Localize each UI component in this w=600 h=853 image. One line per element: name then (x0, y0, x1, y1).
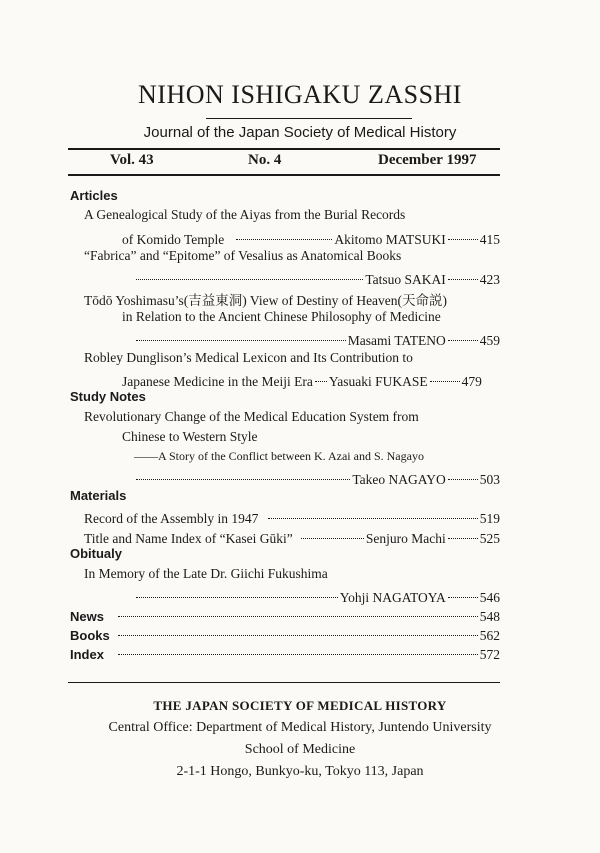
central-office-cont: School of Medicine (244, 742, 356, 757)
dot-leader (315, 366, 327, 382)
section-study-notes: Study Notes (70, 389, 146, 404)
dot-leader (448, 325, 478, 341)
books-label: Books (70, 628, 110, 643)
issue-top-rule (68, 148, 500, 150)
dot-leader (118, 639, 478, 655)
dot-leader (236, 224, 332, 240)
study-note-entry (134, 468, 500, 488)
article-3-entry (134, 329, 500, 349)
article-3-title-cont: in Relation to the Ancient Chinese Philosophy of Medicine (122, 309, 441, 324)
study-note-subtitle: ——A Story of the Conflict between K. Azai and S. Nagayo (134, 449, 424, 463)
study-note-author: Takeo NAGAYO (352, 472, 446, 487)
dot-leader (301, 523, 364, 539)
dot-leader (448, 582, 478, 598)
dot-leader (136, 264, 363, 280)
index-page: 572 (479, 647, 500, 662)
dot-leader (136, 325, 346, 341)
obituary-page: 546 (479, 590, 500, 605)
article-1-entry (122, 228, 500, 248)
article-2-page: 423 (479, 272, 500, 287)
material-1-title: Record of the Assembly in 1947 (84, 511, 259, 526)
obituary-title: In Memory of the Late Dr. Giichi Fukushima (84, 566, 328, 581)
article-1-page: 415 (479, 232, 500, 247)
dot-leader (118, 601, 478, 617)
material-1-entry (84, 507, 500, 527)
material-2-page: 525 (479, 531, 500, 546)
material-2-title: Title and Name Index of “Kasei Gūki” (84, 531, 293, 546)
index-entry (70, 643, 500, 663)
issue-bottom-rule (68, 174, 500, 176)
section-obituary: Obitualy (70, 546, 123, 561)
material-1-page: 519 (479, 511, 500, 526)
material-2-entry (84, 527, 500, 547)
news-page: 548 (479, 609, 500, 624)
journal-subtitle: Journal of the Japan Society of Medical History (143, 124, 457, 141)
society-name: THE JAPAN SOCIETY OF MEDICAL HISTORY (153, 698, 447, 713)
dot-leader (448, 523, 478, 539)
index-label: Index (70, 647, 104, 662)
article-4-author: Yasuaki FUKASE (328, 374, 428, 389)
issue-date: December 1997 (378, 152, 477, 168)
journal-title: NIHON ISHIGAKU ZASSHI (138, 80, 462, 109)
obituary-author: Yohji NAGATOYA (339, 590, 446, 605)
dot-leader (136, 464, 350, 480)
dot-leader (136, 582, 338, 598)
study-note-title-cont: Chinese to Western Style (122, 429, 258, 444)
article-1-title-cont: of Komido Temple (122, 232, 225, 247)
society-address: 2-1-1 Hongo, Bunkyo-ku, Tokyo 113, Japan (176, 764, 424, 779)
section-materials: Materials (70, 488, 127, 503)
article-2-author: Tatsuo SAKAI (365, 272, 446, 287)
news-label: News (70, 609, 104, 624)
material-2-author: Senjuro Machi (365, 531, 446, 546)
article-3-page: 459 (479, 333, 500, 348)
article-2-title: “Fabrica” and “Epitome” of Vesalius as Anatomical Books (84, 248, 402, 263)
footer-rule (68, 682, 500, 683)
article-4-entry (122, 370, 500, 390)
dot-leader (268, 503, 477, 519)
study-note-title: Revolutionary Change of the Medical Education System from (84, 409, 419, 424)
article-1-title: A Genealogical Study of the Aiyas from the Burial Records (84, 207, 406, 222)
article-3-title: Tōdō Yoshimasu’s(吉益東洞) View of Destiny of Heaven(天命説) (84, 293, 448, 308)
article-1-author: Akitomo MATSUKI (334, 232, 446, 247)
title-underline (206, 118, 412, 119)
dot-leader (448, 464, 478, 480)
article-3-author: Masami TATENO (347, 333, 446, 348)
dot-leader (448, 264, 478, 280)
issue-volume: Vol. 43 (110, 152, 154, 168)
dot-leader (430, 366, 460, 382)
section-articles: Articles (70, 188, 118, 203)
article-4-page: 479 (461, 374, 482, 389)
article-4-title: Robley Dunglison’s Medical Lexicon and Its Contribution to (84, 350, 413, 365)
dot-leader (448, 224, 478, 240)
issue-number: No. 4 (248, 152, 282, 168)
central-office: Central Office: Department of Medical History, Juntendo University (108, 720, 492, 735)
article-4-title-cont: Japanese Medicine in the Meiji Era (122, 374, 313, 389)
study-note-page: 503 (479, 472, 500, 487)
dot-leader (118, 620, 478, 636)
books-page: 562 (479, 628, 500, 643)
article-2-entry (134, 268, 500, 288)
